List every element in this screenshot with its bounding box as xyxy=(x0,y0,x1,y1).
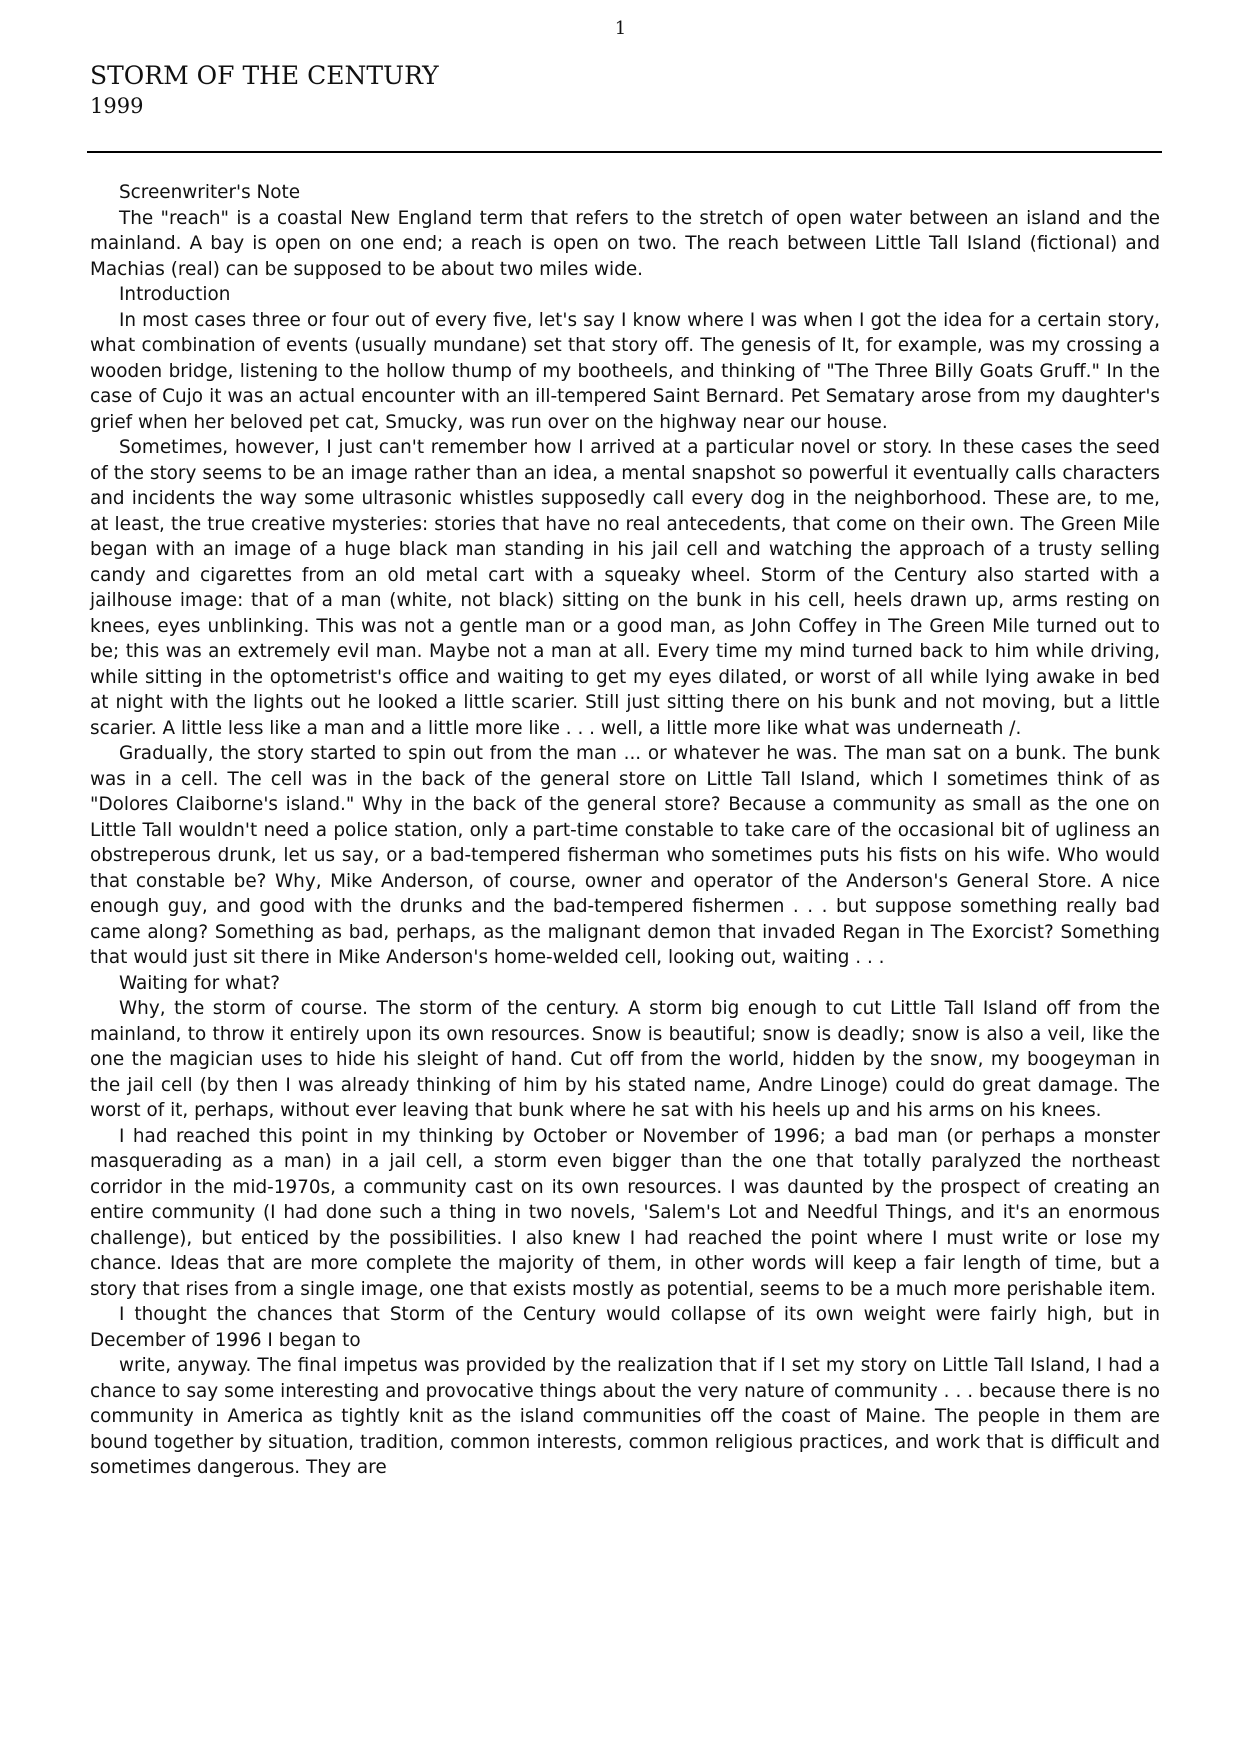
document-year: 1999 xyxy=(90,94,144,118)
paragraph: Why, the storm of course. The storm of the century. A storm big enough to cut Little Tall Island off from the mainland, to throw it entirely upon its own resources. Snow is beautiful; snow is deadly; snow is also a veil, like the one the magician uses to hide his sleight of hand. Cut off from the world, hidden by the snow, my boogeyman in the jail cell (by then I was already thinking of him by his stated name, Andre Linoge) could do great damage. The worst of it, perhaps, without ever leaving that bunk where he sat with his heels up and his arms on his knees. xyxy=(90,998,1160,1121)
document-title: STORM OF THE CENTURY xyxy=(90,61,439,90)
document-body xyxy=(90,180,1160,1481)
paragraph-heading-introduction: Introduction xyxy=(119,284,231,305)
paragraph: Gradually, the story started to spin out from the man ... or whatever he was. The man sat on a bunk. The bunk was in a cell. The cell was in the back of the general store on Little Tall Island, which I sometimes think of as "Dolores Claiborne's island." Why in the back of the general store? Because a community as small as the one on Little Tall wouldn't need a police station, only a part-time constable to take care of the occasional bit of ugliness an obstreperous drunk, let us say, or a bad-tempered fisherman who sometimes puts his fists on his wife. Who would that constable be? Why, Mike Anderson, of course, owner and operator of the Anderson's General Store. A nice enough guy, and good with the drunks and the bad-tempered fishermen . . . but suppose something really bad came along? Something as bad, perhaps, as the malignant demon that invaded Regan in The Exorcist? Something that would just sit there in Mike Anderson's home-welded cell, looking out, waiting . . . xyxy=(90,743,1160,968)
paragraph: In most cases three or four out of every five, let's say I know where I was when I got the idea for a certain story, what combination of events (usually mundane) set that story off. The genesis of It, for example, was my crossing a wooden bridge, listening to the hollow thump of my bootheels, and thinking of "The Three Billy Goats Gruff." In the case of Cujo it was an actual encounter with an ill-tempered Saint Bernard. Pet Sematary arose from my daughter's grief when her beloved pet cat, Smucky, was run over on the highway near our house. xyxy=(90,309,1160,433)
paragraph: I thought the chances that Storm of the Century would collapse of its own weight were fairly high, but in December of 1996 I began to xyxy=(90,1304,1160,1351)
paragraph: Sometimes, however, I just can't remember how I arrived at a particular novel or story. In these cases the seed of the story seems to be an image rather than an idea, a mental snapshot so powerful it eventually calls characters and incidents the way some ultrasonic whistles supposedly call every dog in the neighborhood. These are, to me, at least, the true creative mysteries: stories that have no real antecedents, that come on their own. The Green Mile began with an image of a huge black man standing in his jail cell and watching the approach of a trusty selling candy and cigarettes from an old metal cart with a squeaky wheel. Storm of the Century also started with a jailhouse image: that of a man (white, not black) sitting on the bunk in his cell, heels drawn up, arms resting on knees, eyes unblinking. This was not a gentle man or a good man, as John Coffey in The Green Mile turned out to be; this was an extremely evil man. Maybe not a man at all. Every time my mind turned back to him while driving, while sitting in the optometrist's office and waiting to get my eyes dilated, or worst of all while lying awake in bed at night with the lights out he looked a little scarier. Still just sitting there on his bunk and not moving, but a little scarier. A little less like a man and a little more like . . . well, a little more like what was underneath /. xyxy=(90,437,1160,739)
page-number: 1 xyxy=(614,18,627,39)
paragraph: Waiting for what? xyxy=(119,972,280,994)
header-divider xyxy=(87,151,1162,153)
paragraph: The "reach" is a coastal New England term that refers to the stretch of open water between an island and the mainland. A bay is open on one end; a reach is open on two. The reach between Little Tall Island (fictional) and Machias (real) can be supposed to be about two miles wide. xyxy=(90,207,1160,280)
paragraph: I had reached this point in my thinking by October or November of 1996; a bad man (or perhaps a monster masquerading as a man) in a jail cell, a storm even bigger than the one that totally paralyzed the northeast corridor in the mid-1970s, a community cast on its own resources. I was daunted by the prospect of creating an entire community (I had done such a thing in two novels, 'Salem's Lot and Needful Things, and it's an enormous challenge), but enticed by the possibilities. I also knew I had reached the point where I must write or lose my chance. Ideas that are more complete the majority of them, in other words will keep a fair length of time, but a story that rises from a single image, one that exists mostly as potential, seems to be a much more perishable item. xyxy=(90,1125,1160,1300)
document-header xyxy=(90,60,1160,120)
paragraph: write, anyway. The final impetus was provided by the realization that if I set my story on Little Tall Island, I had a chance to say some interesting and provocative things about the very nature of community . . . because there is no community in America as tightly knit as the island communities off the coast of Maine. The people in them are bound together by situation, tradition, common interests, common religious practices, and work that is difficult and sometimes dangerous. They are xyxy=(90,1355,1160,1478)
paragraph-heading-screenwriters-note: Screenwriter's Note xyxy=(119,182,301,203)
